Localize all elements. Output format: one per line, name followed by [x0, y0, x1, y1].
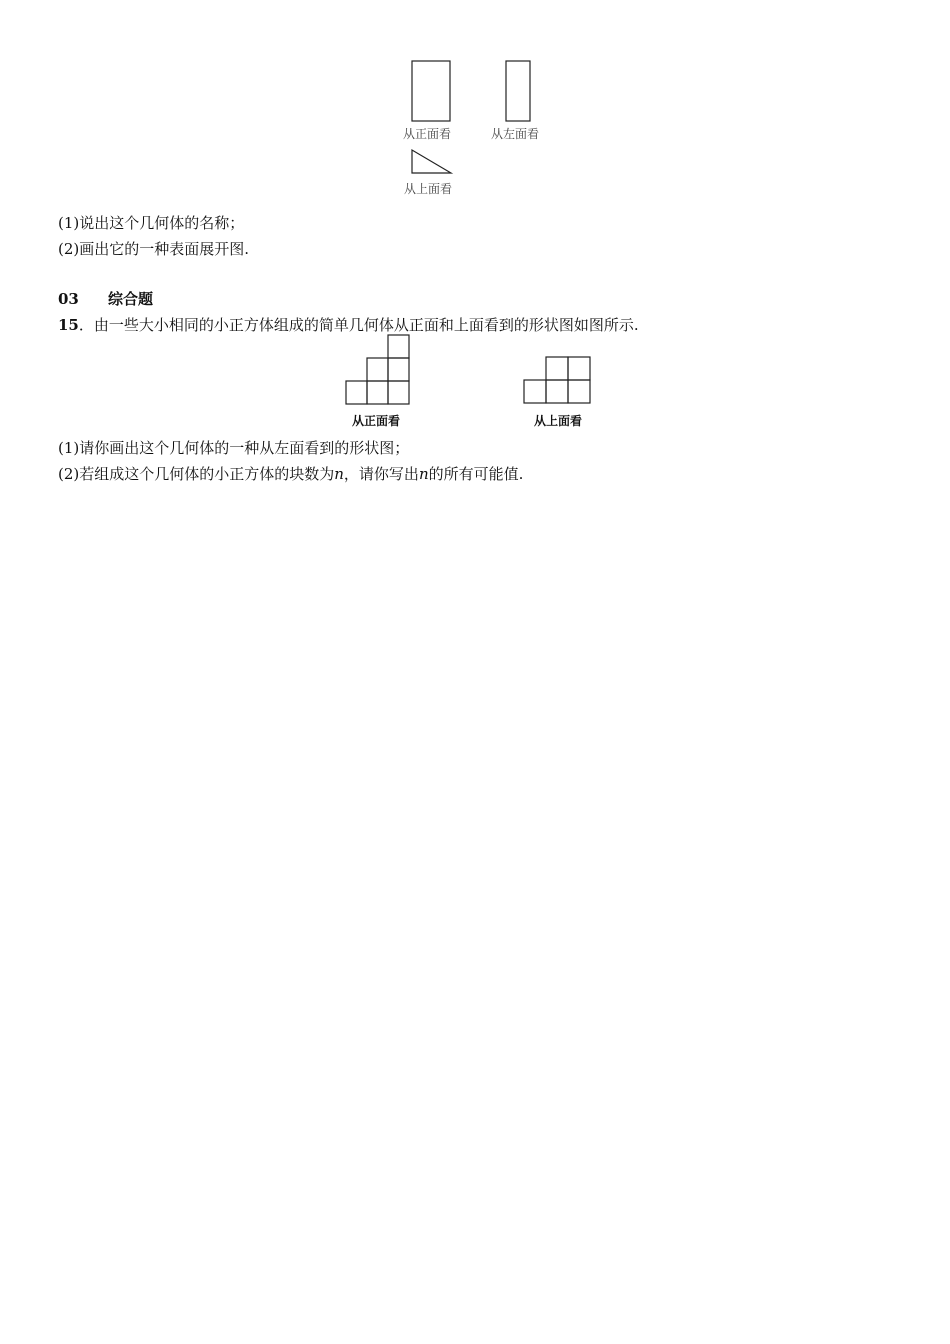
problem14-question-1: (1)说出这个几何体的名称；: [58, 214, 245, 232]
problem15-top-view-caption: 从上面看: [534, 414, 583, 428]
problem15-front-view-caption: 从正面看: [352, 414, 401, 428]
section-number: 03: [58, 290, 79, 308]
problem15-number: 15: [58, 316, 79, 334]
section-title: 综合题: [108, 290, 154, 308]
problem14-question-2: (2)画出它的一种表面展开图.: [58, 240, 250, 258]
problem15-q2-text-b: ，请你写出: [343, 465, 419, 483]
problem15-stem-text: ．由一些大小相同的小正方体组成的简单几何体从正面和上面看到的形状图如图所示.: [78, 316, 639, 334]
front-view-rectangle: [411, 60, 452, 123]
left-view-rectangle: [505, 60, 532, 123]
top-view-triangle: [410, 149, 454, 175]
problem15-stem: [58, 315, 639, 335]
top-view-caption: 从上面看: [404, 182, 453, 196]
problem15-q2-text-a: (2)若组成这个几何体的小正方体的块数为: [58, 465, 335, 483]
front-view-caption: 从正面看: [403, 127, 452, 141]
left-view-caption: 从左面看: [491, 127, 540, 141]
problem15-q2-variable-n: n: [334, 465, 344, 483]
problem15-q2-variable-n-2: n: [418, 465, 429, 483]
problem15-q2-text-c: 的所有可能值.: [428, 465, 524, 483]
problem15-question-2: [58, 464, 523, 484]
problem15-front-view-grid: [344, 334, 412, 406]
problem15-top-view-grid: [522, 356, 592, 406]
problem15-question-1: (1)请你画出这个几何体的一种从左面看到的形状图；: [58, 439, 410, 457]
